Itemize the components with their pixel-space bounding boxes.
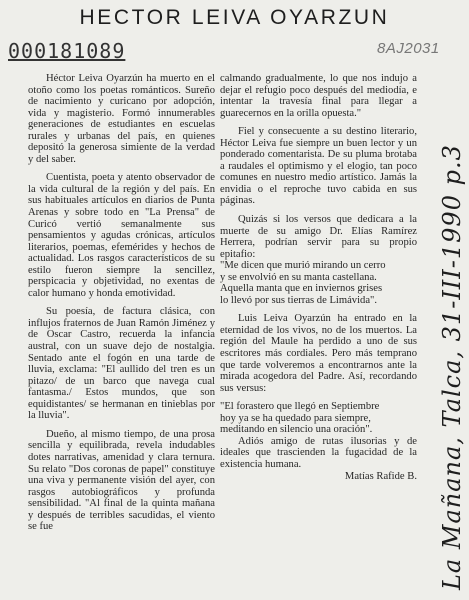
epitaph-line: "Me dicen que murió mirando un cerro	[220, 260, 386, 272]
epitaph-line: Aquella manta que en inviernos grises	[220, 283, 383, 295]
paragraph-farewell: Luis Leiva Oyarzún ha entrado en la eternidad de los vivos, no de los muertos. La región del Maule ha perdido a uno de sus escritores más cordiales. Pero más temprano que tarde volveremos a encontrarnos ante la mirada acogedora del Padre. Así, recordando sus versus:	[220, 313, 417, 394]
paragraph-opening: Héctor Leiva Oyarzún ha muerto en el otoño como los poetas románticos. Sureño de nacimiento y curicano por adopción, vida y magisterio. Formó innumerables generaciones de estudiantes en escuelas rurales y urbanas del país, en quienes depositó la generosa simiente de la verdad y del saber.	[28, 73, 215, 165]
closing-verse-line: hoy ya se ha quedado para siempre,	[220, 412, 371, 424]
article-title: HECTOR LEIVA OYARZUN	[79, 6, 390, 29]
archive-stamp: 000181089	[8, 39, 126, 63]
epitaph-line: y se envolvió en su manta castellana.	[220, 271, 377, 283]
closing-verse-line: meditando en silencio una oración".	[220, 424, 373, 436]
right-column	[220, 73, 417, 482]
paragraph-epitaph-intro: Quizás si los versos que dedicara a la muerte de su amigo Dr. Elías Ramírez Herrera, podrían servir para su propio epitafio:	[220, 214, 417, 260]
paragraph-critic: Fiel y consecuente a su destino literario, Héctor Leiva fue siempre un buen lector y un ponderado comentarista. De su pluma brotaba a raudales el optimismo y el elogio, tan poco comunes en nuestro medio artístico. Jamás la envidia o el reproche tuvo cabida en sus páginas.	[220, 126, 417, 207]
closing-verse-line: "El forastero que llegó en Septiembre	[220, 401, 380, 413]
paragraph-poetry: Su poesía, de factura clásica, con influjos fraternos de Juan Ramón Jiménez y de Oscar Castro, recuerda la infancia austral, con un suave dejo de nostalgia. Sentado ante el fogón en una tarde de lluvia, exclama: "El aullido del tren es un pitazo/ de un barco que navega cual fantasma./ Estos mundos, que son equidistantes/ se hermanan en tinieblas por la lluvia".	[28, 306, 215, 422]
handwritten-source-note: La Mañana, Talca, 31-III-1990 p.3	[438, 144, 466, 590]
archive-code: 8AJ2031	[377, 40, 440, 57]
paragraph-prose: Dueño, al mismo tiempo, de una prosa sencilla y equilibrada, revela indudables dotes narrativas, amenidad y clara ternura. Su relato "Dos coronas de papel" constituye una viva y permanente visión del ayer, con rasgos autobiográficos y profunda sensibilidad. "Al final de la quinta mañana y después de terribles sacudidas, el viento se fue	[28, 428, 215, 533]
left-column	[28, 73, 215, 533]
paragraph-closing: Adiós amigo de rutas ilusorias y de ideales que trascienden la fugacidad de la existencia humana.	[220, 435, 417, 470]
epitaph-line: lo llevó por sus tierras de Limávida".	[220, 294, 378, 306]
paragraph-chronicler: Cuentista, poeta y atento observador de la vida cultural de la región y del país. En sus habituales artículos en diarios de Punta Arenas y sobre todo en "La Prensa" de Curicó vertió semanalmente sus pensamientos y agudas crónicas, artículos literarios, poemas, efemérides y hechos de actualidad. Los rasgos característicos de su estilo fueron siempre la sencillez, perspicacia y objetividad, no exentas de calor humano y honda emotividad.	[28, 172, 215, 299]
article-byline: Matías Rafide B.	[344, 470, 417, 482]
paragraph-continued: calmando gradualmente, lo que nos indujo a dejar el refugio poco después del mediodía, e intentar la travesía final para llegar a guarecernos en la orilla opuesta."	[220, 73, 417, 119]
